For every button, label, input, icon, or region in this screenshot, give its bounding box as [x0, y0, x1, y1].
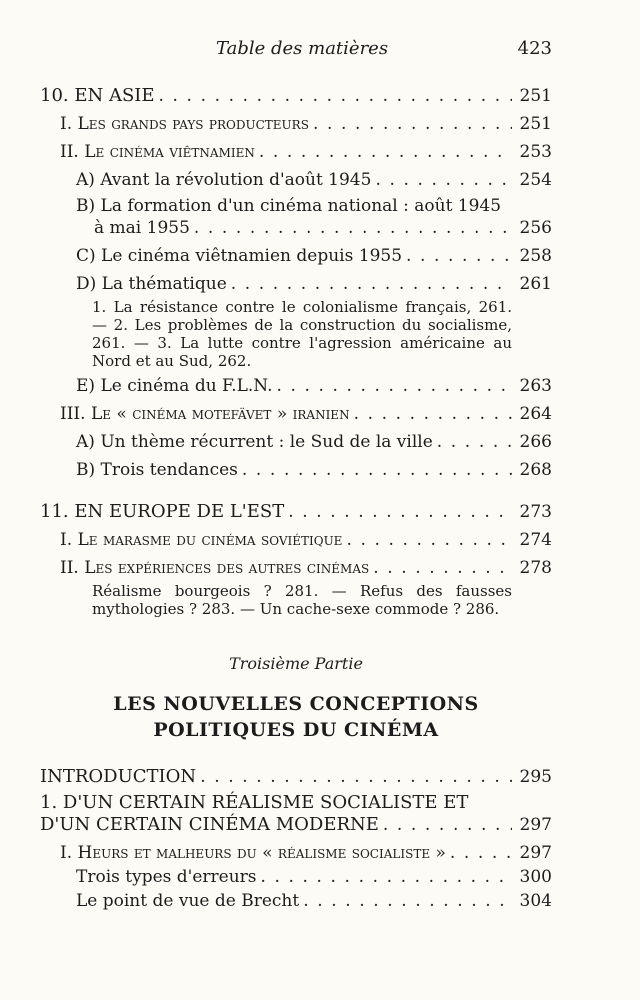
toc-page-number: 261: [519, 274, 552, 294]
dot-leader: [242, 458, 512, 482]
dot-leader: [450, 841, 512, 865]
toc-label: Le point de vue de Brecht: [76, 891, 300, 911]
toc-entry-chapter-11: [40, 500, 552, 524]
toc-entry-subsection: [40, 244, 552, 268]
toc-page-number: 251: [519, 86, 552, 106]
toc-page-number: 304: [519, 891, 552, 911]
table-of-contents: [40, 80, 552, 913]
toc-label: I. Le marasme du cinéma soviétique: [60, 530, 343, 550]
toc-label: A) Un thème récurrent : le Sud de la ville: [76, 432, 433, 452]
page-header: [40, 38, 552, 64]
part-heading: Troisième Partie: [229, 654, 363, 673]
dot-leader: [194, 216, 512, 240]
toc-entry-subsection: [40, 272, 552, 296]
toc-entry-section: [40, 140, 552, 164]
part-title: [40, 691, 552, 743]
toc-page-number: 297: [519, 843, 552, 863]
toc-label: C) Le cinéma viêtnamien depuis 1955: [76, 246, 403, 266]
toc-page-number: 251: [519, 114, 552, 134]
running-title: Table des matières: [216, 38, 389, 59]
toc-label: I. Heurs et malheurs du « réalisme socialiste »: [60, 843, 446, 863]
dot-leader: [383, 813, 512, 837]
toc-label: 10. EN ASIE: [40, 85, 155, 106]
toc-page-number: 254: [519, 170, 552, 190]
toc-entry-subsection: [40, 889, 552, 913]
toc-label-line-2: D'UN CERTAIN CINÉMA MODERNE: [40, 814, 379, 835]
dot-leader: [303, 889, 512, 913]
toc-subentries-note: 1. La résistance contre le colonialisme français, 261. — 2. Les problèmes de la construction du socialisme, 261. — 3. La lutte contre l'agression américaine au Nord et au Sud, 262.: [92, 298, 512, 370]
toc-entry-section: [40, 528, 552, 552]
toc-page-number: 273: [519, 502, 552, 522]
toc-page-number: 263: [519, 376, 552, 396]
dot-leader: [200, 765, 512, 789]
dot-leader: [354, 402, 512, 426]
toc-page-number: 253: [519, 142, 552, 162]
toc-entry-chapter-1: [40, 793, 552, 837]
toc-entry-chapter-10: [40, 84, 552, 108]
dot-leader: [373, 556, 512, 580]
toc-page-number: 278: [519, 558, 552, 578]
toc-entry-subsection: [40, 374, 552, 398]
dot-leader: [259, 140, 512, 164]
toc-label: III. Le « cinéma motefävet » iranien: [60, 404, 350, 424]
toc-page-number: 266: [519, 432, 552, 452]
dot-leader: [437, 430, 512, 454]
toc-label: D) La thématique: [76, 274, 227, 294]
part-title-line-2: POLITIQUES DU CINÉMA: [153, 719, 439, 741]
page-number: 423: [517, 38, 552, 59]
dot-leader: [313, 112, 512, 136]
toc-label: B) Trois tendances: [76, 460, 238, 480]
dot-leader: [288, 500, 512, 524]
dot-leader: [261, 865, 512, 889]
toc-label: 11. EN EUROPE DE L'EST: [40, 501, 285, 522]
dot-leader: [159, 84, 512, 108]
toc-subentries-note: Réalisme bourgeois ? 281. — Refus des fausses mythologies ? 283. — Un cache-sexe commode ? 286.: [92, 582, 512, 618]
toc-page-number: 295: [519, 767, 552, 787]
toc-entry-section: [40, 402, 552, 426]
toc-entry-section: [40, 841, 552, 865]
toc-label-line-1: 1. D'UN CERTAIN RÉALISME SOCIALISTE ET: [40, 792, 469, 813]
toc-page-number: 300: [519, 867, 552, 887]
toc-label-line-1: B) La formation d'un cinéma national : août 1945: [76, 196, 502, 216]
toc-page-number: 274: [519, 530, 552, 550]
dot-leader: [375, 168, 512, 192]
dot-leader: [277, 374, 513, 398]
toc-label: A) Avant la révolution d'août 1945: [76, 170, 372, 190]
toc-label: II. Les expériences des autres cinémas: [60, 558, 370, 578]
toc-page-number: 297: [519, 815, 552, 835]
toc-entry-subsection: [40, 430, 552, 454]
toc-entry-introduction: [40, 765, 552, 789]
toc-page-number: 258: [519, 246, 552, 266]
toc-entry-subsection-wrapped: [40, 196, 552, 240]
toc-entry-section: [40, 112, 552, 136]
dot-leader: [231, 272, 512, 296]
toc-label: E) Le cinéma du F.L.N.: [76, 376, 273, 396]
dot-leader: [406, 244, 512, 268]
toc-label: INTRODUCTION: [40, 766, 197, 787]
toc-entry-subsection: [40, 865, 552, 889]
toc-label: II. Le cinéma viêtnamien: [60, 142, 255, 162]
part-title-line-1: LES NOUVELLES CONCEPTIONS: [113, 693, 479, 715]
toc-label: I. Les grands pays producteurs: [60, 114, 309, 134]
toc-entry-section: [40, 556, 552, 580]
toc-page-number: 256: [519, 218, 552, 238]
toc-label: Trois types d'erreurs: [76, 867, 257, 887]
toc-entry-subsection: [40, 458, 552, 482]
toc-page-number: 268: [519, 460, 552, 480]
toc-page-number: 264: [519, 404, 552, 424]
dot-leader: [346, 528, 512, 552]
toc-label-line-2: à mai 1955: [94, 218, 190, 238]
toc-entry-subsection: [40, 168, 552, 192]
